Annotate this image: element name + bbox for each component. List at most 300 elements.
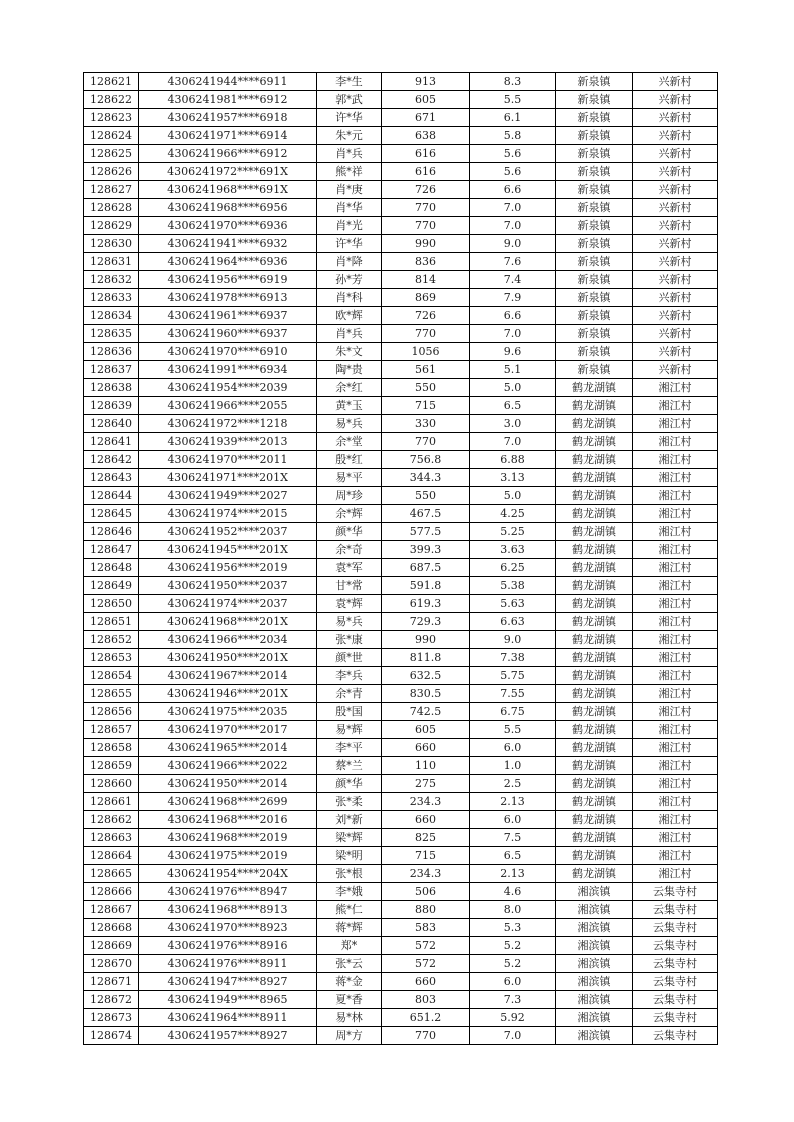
id-number-cell: 4306241941****6932 [139, 235, 317, 253]
town-cell: 鹤龙湖镇 [556, 541, 633, 559]
id-number-cell: 4306241950****2037 [139, 577, 317, 595]
quantity-cell: 9.0 [470, 235, 556, 253]
town-cell: 鹤龙湖镇 [556, 397, 633, 415]
table-row [84, 109, 718, 127]
amount-cell: 825 [382, 829, 470, 847]
village-cell: 湘江村 [633, 379, 718, 397]
town-cell: 新泉镇 [556, 325, 633, 343]
table-row [84, 739, 718, 757]
amount-cell: 577.5 [382, 523, 470, 541]
record-id-cell: 128635 [84, 325, 139, 343]
name-cell: 余*青 [317, 685, 382, 703]
village-cell: 湘江村 [633, 775, 718, 793]
record-id-cell: 128653 [84, 649, 139, 667]
village-cell: 兴新村 [633, 253, 718, 271]
town-cell: 鹤龙湖镇 [556, 757, 633, 775]
quantity-cell: 7.38 [470, 649, 556, 667]
amount-cell: 234.3 [382, 793, 470, 811]
name-cell: 余*辉 [317, 505, 382, 523]
quantity-cell: 5.1 [470, 361, 556, 379]
town-cell: 湘滨镇 [556, 901, 633, 919]
village-cell: 湘江村 [633, 397, 718, 415]
town-cell: 鹤龙湖镇 [556, 487, 633, 505]
name-cell: 张*根 [317, 865, 382, 883]
record-id-cell: 128669 [84, 937, 139, 955]
village-cell: 湘江村 [633, 685, 718, 703]
id-number-cell: 4306241949****8965 [139, 991, 317, 1009]
record-id-cell: 128622 [84, 91, 139, 109]
record-id-cell: 128664 [84, 847, 139, 865]
record-id-cell: 128621 [84, 73, 139, 91]
id-number-cell: 4306241991****6934 [139, 361, 317, 379]
table-row [84, 973, 718, 991]
id-number-cell: 4306241961****6937 [139, 307, 317, 325]
record-id-cell: 128650 [84, 595, 139, 613]
village-cell: 湘江村 [633, 649, 718, 667]
name-cell: 张*柔 [317, 793, 382, 811]
record-id-cell: 128648 [84, 559, 139, 577]
quantity-cell: 2.5 [470, 775, 556, 793]
name-cell: 肖*科 [317, 289, 382, 307]
village-cell: 兴新村 [633, 307, 718, 325]
table-row [84, 181, 718, 199]
record-id-cell: 128629 [84, 217, 139, 235]
amount-cell: 756.8 [382, 451, 470, 469]
quantity-cell: 2.13 [470, 793, 556, 811]
town-cell: 鹤龙湖镇 [556, 649, 633, 667]
name-cell: 梁*明 [317, 847, 382, 865]
town-cell: 鹤龙湖镇 [556, 379, 633, 397]
record-id-cell: 128643 [84, 469, 139, 487]
name-cell: 夏*香 [317, 991, 382, 1009]
quantity-cell: 6.6 [470, 307, 556, 325]
quantity-cell: 6.5 [470, 847, 556, 865]
town-cell: 新泉镇 [556, 109, 633, 127]
record-id-cell: 128652 [84, 631, 139, 649]
id-number-cell: 4306241976****8947 [139, 883, 317, 901]
quantity-cell: 5.2 [470, 937, 556, 955]
village-cell: 兴新村 [633, 235, 718, 253]
quantity-cell: 8.3 [470, 73, 556, 91]
town-cell: 新泉镇 [556, 361, 633, 379]
name-cell: 肖*兵 [317, 325, 382, 343]
id-number-cell: 4306241968****2016 [139, 811, 317, 829]
id-number-cell: 4306241964****8911 [139, 1009, 317, 1027]
amount-cell: 605 [382, 91, 470, 109]
town-cell: 鹤龙湖镇 [556, 865, 633, 883]
record-id-cell: 128661 [84, 793, 139, 811]
id-number-cell: 4306241970****6936 [139, 217, 317, 235]
quantity-cell: 7.9 [470, 289, 556, 307]
name-cell: 殷*红 [317, 451, 382, 469]
table-row [84, 415, 718, 433]
id-number-cell: 4306241954****2039 [139, 379, 317, 397]
town-cell: 新泉镇 [556, 235, 633, 253]
table-row [84, 433, 718, 451]
name-cell: 朱*元 [317, 127, 382, 145]
amount-cell: 726 [382, 181, 470, 199]
amount-cell: 990 [382, 631, 470, 649]
quantity-cell: 5.8 [470, 127, 556, 145]
table-row [84, 847, 718, 865]
amount-cell: 836 [382, 253, 470, 271]
village-cell: 云集寺村 [633, 883, 718, 901]
village-cell: 湘江村 [633, 559, 718, 577]
record-id-cell: 128657 [84, 721, 139, 739]
amount-cell: 330 [382, 415, 470, 433]
town-cell: 新泉镇 [556, 73, 633, 91]
amount-cell: 729.3 [382, 613, 470, 631]
village-cell: 湘江村 [633, 793, 718, 811]
id-number-cell: 4306241968****8913 [139, 901, 317, 919]
amount-cell: 110 [382, 757, 470, 775]
amount-cell: 506 [382, 883, 470, 901]
village-cell: 兴新村 [633, 217, 718, 235]
table-row [84, 1027, 718, 1045]
table-row [84, 793, 718, 811]
quantity-cell: 1.0 [470, 757, 556, 775]
record-id-cell: 128638 [84, 379, 139, 397]
id-number-cell: 4306241947****8927 [139, 973, 317, 991]
amount-cell: 715 [382, 397, 470, 415]
id-number-cell: 4306241966****6912 [139, 145, 317, 163]
village-cell: 兴新村 [633, 343, 718, 361]
name-cell: 周*方 [317, 1027, 382, 1045]
quantity-cell: 5.63 [470, 595, 556, 613]
name-cell: 颜*世 [317, 649, 382, 667]
town-cell: 新泉镇 [556, 343, 633, 361]
table-row [84, 811, 718, 829]
id-number-cell: 4306241976****8916 [139, 937, 317, 955]
id-number-cell: 4306241944****6911 [139, 73, 317, 91]
quantity-cell: 6.0 [470, 811, 556, 829]
id-number-cell: 4306241975****2035 [139, 703, 317, 721]
table-row [84, 757, 718, 775]
record-id-cell: 128655 [84, 685, 139, 703]
name-cell: 熊*祥 [317, 163, 382, 181]
quantity-cell: 6.63 [470, 613, 556, 631]
id-number-cell: 4306241952****2037 [139, 523, 317, 541]
quantity-cell: 7.4 [470, 271, 556, 289]
id-number-cell: 4306241956****6919 [139, 271, 317, 289]
name-cell: 肖*降 [317, 253, 382, 271]
id-number-cell: 4306241949****2027 [139, 487, 317, 505]
table-row [84, 451, 718, 469]
name-cell: 肖*光 [317, 217, 382, 235]
name-cell: 陶*贵 [317, 361, 382, 379]
town-cell: 鹤龙湖镇 [556, 721, 633, 739]
town-cell: 鹤龙湖镇 [556, 847, 633, 865]
town-cell: 鹤龙湖镇 [556, 739, 633, 757]
record-id-cell: 128667 [84, 901, 139, 919]
name-cell: 黄*玉 [317, 397, 382, 415]
record-id-cell: 128658 [84, 739, 139, 757]
village-cell: 湘江村 [633, 667, 718, 685]
table-row [84, 325, 718, 343]
town-cell: 鹤龙湖镇 [556, 523, 633, 541]
town-cell: 鹤龙湖镇 [556, 559, 633, 577]
name-cell: 许*华 [317, 109, 382, 127]
table-row [84, 613, 718, 631]
id-number-cell: 4306241946****201X [139, 685, 317, 703]
data-table [83, 72, 718, 1045]
name-cell: 张*云 [317, 955, 382, 973]
village-cell: 兴新村 [633, 91, 718, 109]
record-id-cell: 128640 [84, 415, 139, 433]
amount-cell: 344.3 [382, 469, 470, 487]
amount-cell: 1056 [382, 343, 470, 361]
table-row [84, 991, 718, 1009]
quantity-cell: 9.0 [470, 631, 556, 649]
amount-cell: 869 [382, 289, 470, 307]
name-cell: 欧*辉 [317, 307, 382, 325]
quantity-cell: 3.13 [470, 469, 556, 487]
amount-cell: 803 [382, 991, 470, 1009]
name-cell: 易*林 [317, 1009, 382, 1027]
village-cell: 湘江村 [633, 451, 718, 469]
amount-cell: 616 [382, 163, 470, 181]
village-cell: 兴新村 [633, 163, 718, 181]
amount-cell: 583 [382, 919, 470, 937]
id-number-cell: 4306241971****201X [139, 469, 317, 487]
quantity-cell: 5.2 [470, 955, 556, 973]
record-id-cell: 128624 [84, 127, 139, 145]
id-number-cell: 4306241970****2017 [139, 721, 317, 739]
table-row [84, 469, 718, 487]
town-cell: 鹤龙湖镇 [556, 685, 633, 703]
quantity-cell: 7.0 [470, 325, 556, 343]
name-cell: 蒋*金 [317, 973, 382, 991]
amount-cell: 616 [382, 145, 470, 163]
town-cell: 鹤龙湖镇 [556, 505, 633, 523]
amount-cell: 814 [382, 271, 470, 289]
name-cell: 张*康 [317, 631, 382, 649]
town-cell: 新泉镇 [556, 91, 633, 109]
town-cell: 鹤龙湖镇 [556, 775, 633, 793]
amount-cell: 660 [382, 739, 470, 757]
village-cell: 兴新村 [633, 289, 718, 307]
village-cell: 兴新村 [633, 325, 718, 343]
name-cell: 易*平 [317, 469, 382, 487]
name-cell: 李*娥 [317, 883, 382, 901]
town-cell: 新泉镇 [556, 145, 633, 163]
record-id-cell: 128623 [84, 109, 139, 127]
name-cell: 许*华 [317, 235, 382, 253]
record-id-cell: 128644 [84, 487, 139, 505]
record-id-cell: 128637 [84, 361, 139, 379]
amount-cell: 660 [382, 811, 470, 829]
record-id-cell: 128634 [84, 307, 139, 325]
name-cell: 肖*庚 [317, 181, 382, 199]
amount-cell: 880 [382, 901, 470, 919]
table-row [84, 667, 718, 685]
village-cell: 湘江村 [633, 595, 718, 613]
town-cell: 鹤龙湖镇 [556, 415, 633, 433]
village-cell: 湘江村 [633, 415, 718, 433]
table-row [84, 397, 718, 415]
quantity-cell: 4.25 [470, 505, 556, 523]
id-number-cell: 4306241970****8923 [139, 919, 317, 937]
id-number-cell: 4306241968****2019 [139, 829, 317, 847]
village-cell: 湘江村 [633, 433, 718, 451]
village-cell: 湘江村 [633, 739, 718, 757]
id-number-cell: 4306241966****2034 [139, 631, 317, 649]
village-cell: 云集寺村 [633, 919, 718, 937]
quantity-cell: 5.75 [470, 667, 556, 685]
quantity-cell: 5.5 [470, 91, 556, 109]
town-cell: 鹤龙湖镇 [556, 469, 633, 487]
record-id-cell: 128646 [84, 523, 139, 541]
quantity-cell: 5.25 [470, 523, 556, 541]
village-cell: 湘江村 [633, 523, 718, 541]
record-id-cell: 128651 [84, 613, 139, 631]
name-cell: 殷*国 [317, 703, 382, 721]
quantity-cell: 6.88 [470, 451, 556, 469]
table-row [84, 703, 718, 721]
town-cell: 鹤龙湖镇 [556, 829, 633, 847]
id-number-cell: 4306241970****6910 [139, 343, 317, 361]
table-row [84, 199, 718, 217]
name-cell: 颜*华 [317, 523, 382, 541]
name-cell: 孙*芳 [317, 271, 382, 289]
town-cell: 新泉镇 [556, 163, 633, 181]
record-id-cell: 128660 [84, 775, 139, 793]
village-cell: 兴新村 [633, 361, 718, 379]
table-row [84, 487, 718, 505]
village-cell: 湘江村 [633, 577, 718, 595]
name-cell: 袁*辉 [317, 595, 382, 613]
id-number-cell: 4306241971****6914 [139, 127, 317, 145]
id-number-cell: 4306241950****2014 [139, 775, 317, 793]
table-row [84, 289, 718, 307]
village-cell: 兴新村 [633, 145, 718, 163]
table-row [84, 901, 718, 919]
id-number-cell: 4306241974****2015 [139, 505, 317, 523]
amount-cell: 770 [382, 433, 470, 451]
amount-cell: 770 [382, 217, 470, 235]
amount-cell: 913 [382, 73, 470, 91]
id-number-cell: 4306241968****2699 [139, 793, 317, 811]
record-id-cell: 128626 [84, 163, 139, 181]
quantity-cell: 5.0 [470, 379, 556, 397]
table-row [84, 343, 718, 361]
amount-cell: 770 [382, 199, 470, 217]
village-cell: 兴新村 [633, 109, 718, 127]
town-cell: 鹤龙湖镇 [556, 433, 633, 451]
amount-cell: 234.3 [382, 865, 470, 883]
quantity-cell: 7.55 [470, 685, 556, 703]
amount-cell: 770 [382, 1027, 470, 1045]
quantity-cell: 6.6 [470, 181, 556, 199]
table-row [84, 163, 718, 181]
name-cell: 熊*仁 [317, 901, 382, 919]
village-cell: 湘江村 [633, 469, 718, 487]
record-id-cell: 128642 [84, 451, 139, 469]
table-row [84, 577, 718, 595]
village-cell: 云集寺村 [633, 901, 718, 919]
record-id-cell: 128630 [84, 235, 139, 253]
village-cell: 湘江村 [633, 721, 718, 739]
amount-cell: 651.2 [382, 1009, 470, 1027]
table-row [84, 253, 718, 271]
id-number-cell: 4306241972****691X [139, 163, 317, 181]
town-cell: 湘滨镇 [556, 883, 633, 901]
town-cell: 新泉镇 [556, 253, 633, 271]
amount-cell: 742.5 [382, 703, 470, 721]
name-cell: 朱*文 [317, 343, 382, 361]
table-row [84, 73, 718, 91]
table-row [84, 631, 718, 649]
amount-cell: 605 [382, 721, 470, 739]
quantity-cell: 7.6 [470, 253, 556, 271]
id-number-cell: 4306241956****2019 [139, 559, 317, 577]
name-cell: 甘*常 [317, 577, 382, 595]
table-row [84, 883, 718, 901]
table-row [84, 523, 718, 541]
table-row [84, 235, 718, 253]
amount-cell: 770 [382, 325, 470, 343]
id-number-cell: 4306241976****8911 [139, 955, 317, 973]
town-cell: 新泉镇 [556, 199, 633, 217]
amount-cell: 399.3 [382, 541, 470, 559]
table-row [84, 775, 718, 793]
table-row [84, 649, 718, 667]
record-id-cell: 128656 [84, 703, 139, 721]
table-row [84, 955, 718, 973]
amount-cell: 638 [382, 127, 470, 145]
id-number-cell: 4306241966****2022 [139, 757, 317, 775]
quantity-cell: 6.1 [470, 109, 556, 127]
record-id-cell: 128672 [84, 991, 139, 1009]
town-cell: 湘滨镇 [556, 937, 633, 955]
quantity-cell: 3.0 [470, 415, 556, 433]
record-id-cell: 128632 [84, 271, 139, 289]
village-cell: 湘江村 [633, 631, 718, 649]
quantity-cell: 7.3 [470, 991, 556, 1009]
amount-cell: 632.5 [382, 667, 470, 685]
name-cell: 余*奇 [317, 541, 382, 559]
name-cell: 余*红 [317, 379, 382, 397]
id-number-cell: 4306241981****6912 [139, 91, 317, 109]
village-cell: 云集寺村 [633, 955, 718, 973]
id-number-cell: 4306241968****201X [139, 613, 317, 631]
village-cell: 云集寺村 [633, 937, 718, 955]
town-cell: 湘滨镇 [556, 1027, 633, 1045]
name-cell: 李*生 [317, 73, 382, 91]
name-cell: 郭*武 [317, 91, 382, 109]
record-id-cell: 128662 [84, 811, 139, 829]
amount-cell: 811.8 [382, 649, 470, 667]
quantity-cell: 5.0 [470, 487, 556, 505]
quantity-cell: 8.0 [470, 901, 556, 919]
quantity-cell: 6.25 [470, 559, 556, 577]
name-cell: 颜*华 [317, 775, 382, 793]
town-cell: 鹤龙湖镇 [556, 793, 633, 811]
quantity-cell: 5.6 [470, 163, 556, 181]
quantity-cell: 2.13 [470, 865, 556, 883]
table-row [84, 127, 718, 145]
town-cell: 湘滨镇 [556, 1009, 633, 1027]
table-row [84, 307, 718, 325]
id-number-cell: 4306241974****2037 [139, 595, 317, 613]
name-cell: 郑* [317, 937, 382, 955]
table-row [84, 595, 718, 613]
village-cell: 云集寺村 [633, 1009, 718, 1027]
id-number-cell: 4306241966****2055 [139, 397, 317, 415]
record-id-cell: 128671 [84, 973, 139, 991]
town-cell: 新泉镇 [556, 181, 633, 199]
village-cell: 湘江村 [633, 487, 718, 505]
